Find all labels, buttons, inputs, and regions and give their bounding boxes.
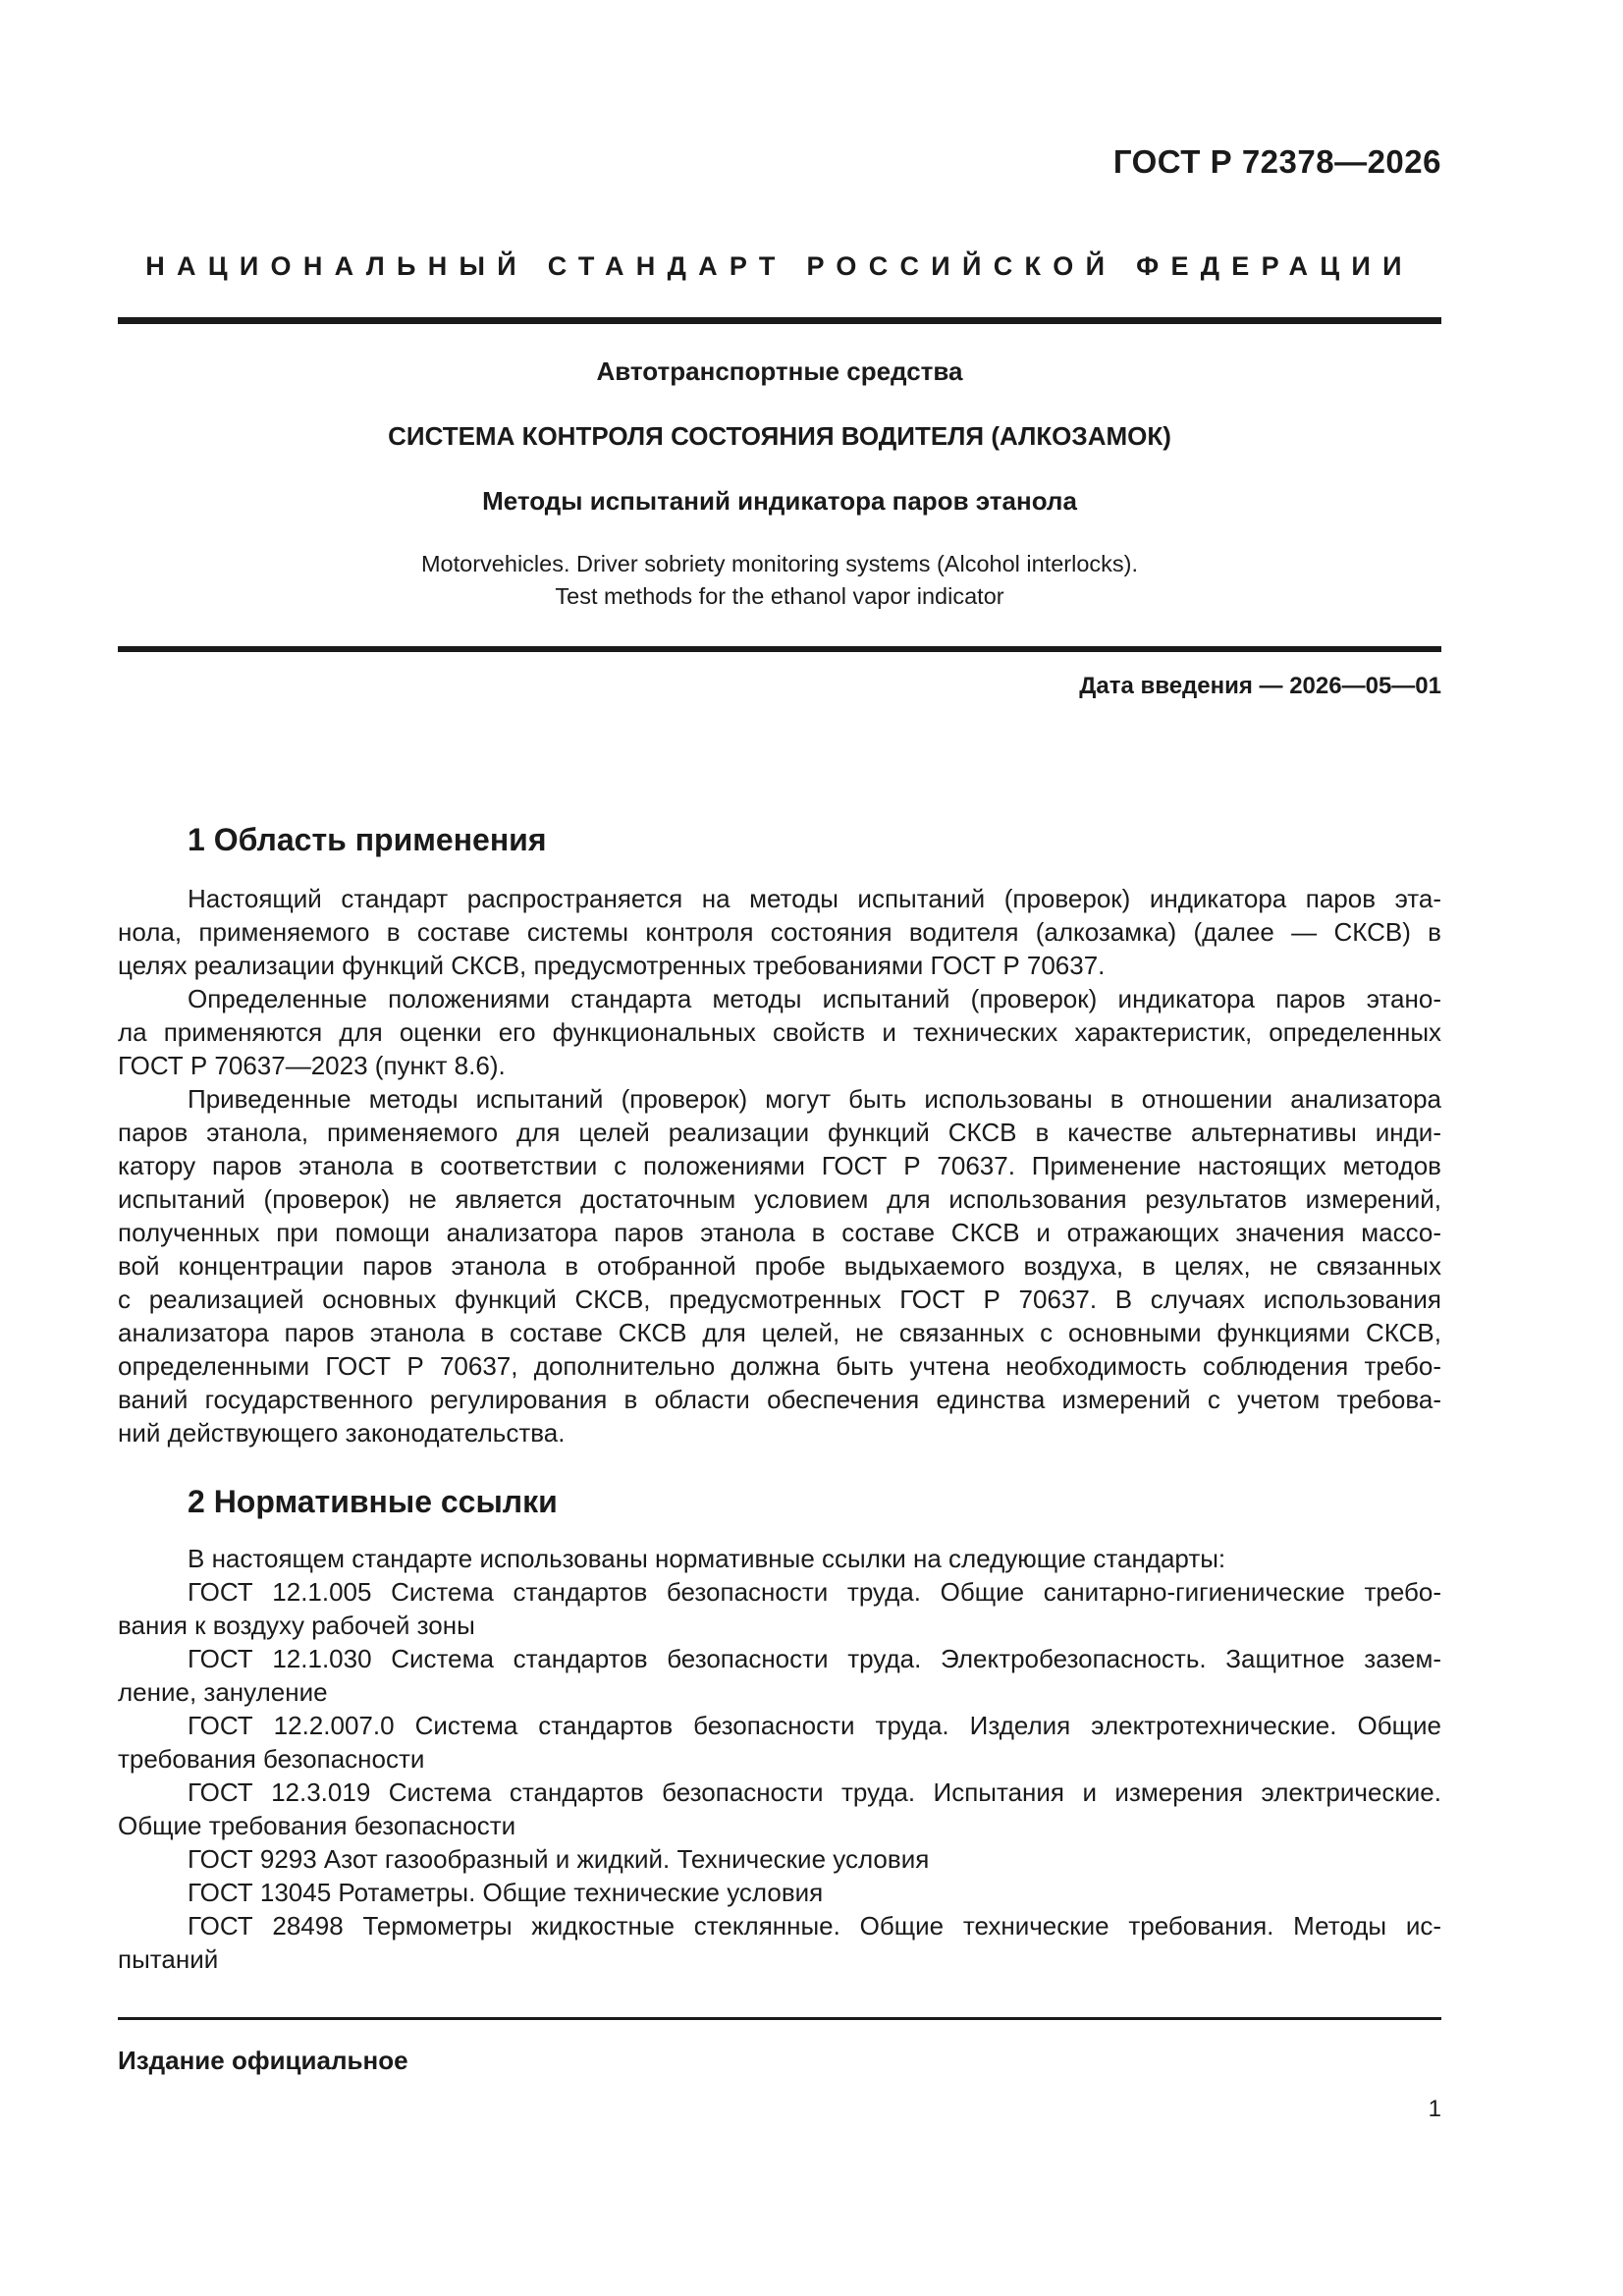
text-line: целях реализации функций СКСВ, предусмотренных требованиями ГОСТ Р 70637. [118, 951, 1106, 980]
section-1-heading: 1 Область применения [188, 822, 547, 857]
text-line: ваний государственного регулирования в области обеспечения единства измерений с учетом требова- [118, 1385, 1441, 1414]
text-line: Определенные положениями стандарта методы испытаний (проверок) индикатора паров этано- [188, 984, 1441, 1013]
reference-line: ГОСТ 12.1.030 Система стандартов безопасности труда. Электробезопасность. Защитное зазем- [188, 1644, 1441, 1673]
footer-rule [118, 2017, 1441, 2020]
text-line: полученных при помощи анализатора паров этанола в составе СКСВ и отражающих значения массо- [118, 1218, 1441, 1247]
english-title-line-2: Test methods for the ethanol vapor indicator [555, 583, 1004, 609]
text-line: катору паров этанола в соответствии с положениями ГОСТ Р 70637. Применение настоящих методов [118, 1151, 1441, 1180]
title-line-3: Методы испытаний индикатора паров этанола [482, 486, 1077, 516]
text-line: паров этанола, применяемого для целей реализации функций СКСВ в качестве альтернативы инди- [118, 1118, 1441, 1147]
national-standard-banner: НАЦИОНАЛЬНЫЙ СТАНДАРТ РОССИЙСКОЙ ФЕДЕРАЦИИ [145, 251, 1414, 281]
text-line: с реализацией основных функций СКСВ, предусмотренных ГОСТ Р 70637. В случаях использования [118, 1285, 1441, 1314]
standard-code: ГОСТ Р 72378—2026 [1112, 143, 1441, 180]
reference-line: ГОСТ 9293 Азот газообразный и жидкий. Технические условия [188, 1844, 930, 1874]
title-rule [118, 646, 1441, 652]
text-line: нола, применяемого в составе системы контроля состояния водителя (алкозамка) (далее — СКСВ) в [118, 917, 1441, 947]
text-line: определенными ГОСТ Р 70637, дополнительно должна быть учтена необходимость соблюдения требо- [118, 1351, 1441, 1381]
text-line: ла применяются для оценки его функциональных свойств и технических характеристик, определенных [118, 1017, 1441, 1047]
reference-line: ГОСТ 13045 Ротаметры. Общие технические условия [188, 1878, 824, 1907]
text-line: испытаний (проверок) не является достаточным условием для использования результатов измерений, [118, 1184, 1441, 1214]
title-line-1: Автотранспортные средства [596, 356, 963, 386]
reference-line: требования безопасности [118, 1744, 425, 1774]
english-title-line-1: Motorvehicles. Driver sobriety monitoring systems (Alcohol interlocks). [420, 551, 1139, 576]
text-line: Приведенные методы испытаний (проверок) могут быть использованы в отношении анализатора [188, 1084, 1441, 1114]
reference-line: ГОСТ 12.1.005 Система стандартов безопасности труда. Общие санитарно-гигиенические требо- [188, 1577, 1441, 1607]
english-title [118, 548, 1441, 613]
section-2-body [118, 1542, 1441, 1976]
title-line-2: СИСТЕМА КОНТРОЛЯ СОСТОЯНИЯ ВОДИТЕЛЯ (АЛКОЗАМОК) [388, 421, 1171, 451]
reference-line: ГОСТ 28498 Термометры жидкостные стеклянные. Общие технические требования. Методы ис- [188, 1911, 1441, 1941]
text-line: анализатора паров этанола в составе СКСВ для целей, не связанных с основными функциями СКСВ, [118, 1318, 1441, 1347]
reference-line: ление, зануление [118, 1677, 328, 1707]
introduction-date: Дата введения — 2026—05—01 [1079, 673, 1441, 699]
section-2-heading: 2 Нормативные ссылки [188, 1484, 558, 1519]
text-line: ний действующего законодательства. [118, 1418, 566, 1448]
reference-line: вания к воздуху рабочей зоны [118, 1611, 475, 1640]
official-edition-label: Издание официальное [118, 2046, 408, 2075]
text-line: ГОСТ Р 70637—2023 (пункт 8.6). [118, 1051, 506, 1080]
text-line: Настоящий стандарт распространяется на методы испытаний (проверок) индикатора паров эта- [188, 884, 1441, 913]
reference-line: пытаний [118, 1944, 219, 1974]
page-number: 1 [1428, 2096, 1441, 2122]
reference-line: Общие требования безопасности [118, 1811, 516, 1840]
text-line: В настоящем стандарте использованы нормативные ссылки на следующие стандарты: [188, 1544, 1226, 1573]
section-1-body [118, 882, 1441, 1449]
reference-line: ГОСТ 12.2.007.0 Система стандартов безопасности труда. Изделия электротехнические. Общие [188, 1711, 1441, 1740]
top-rule [118, 317, 1441, 324]
text-line: вой концентрации паров этанола в отобранной пробе выдыхаемого воздуха, в целях, не связанных [118, 1251, 1441, 1281]
reference-line: ГОСТ 12.3.019 Система стандартов безопасности труда. Испытания и измерения электрические. [188, 1777, 1441, 1807]
